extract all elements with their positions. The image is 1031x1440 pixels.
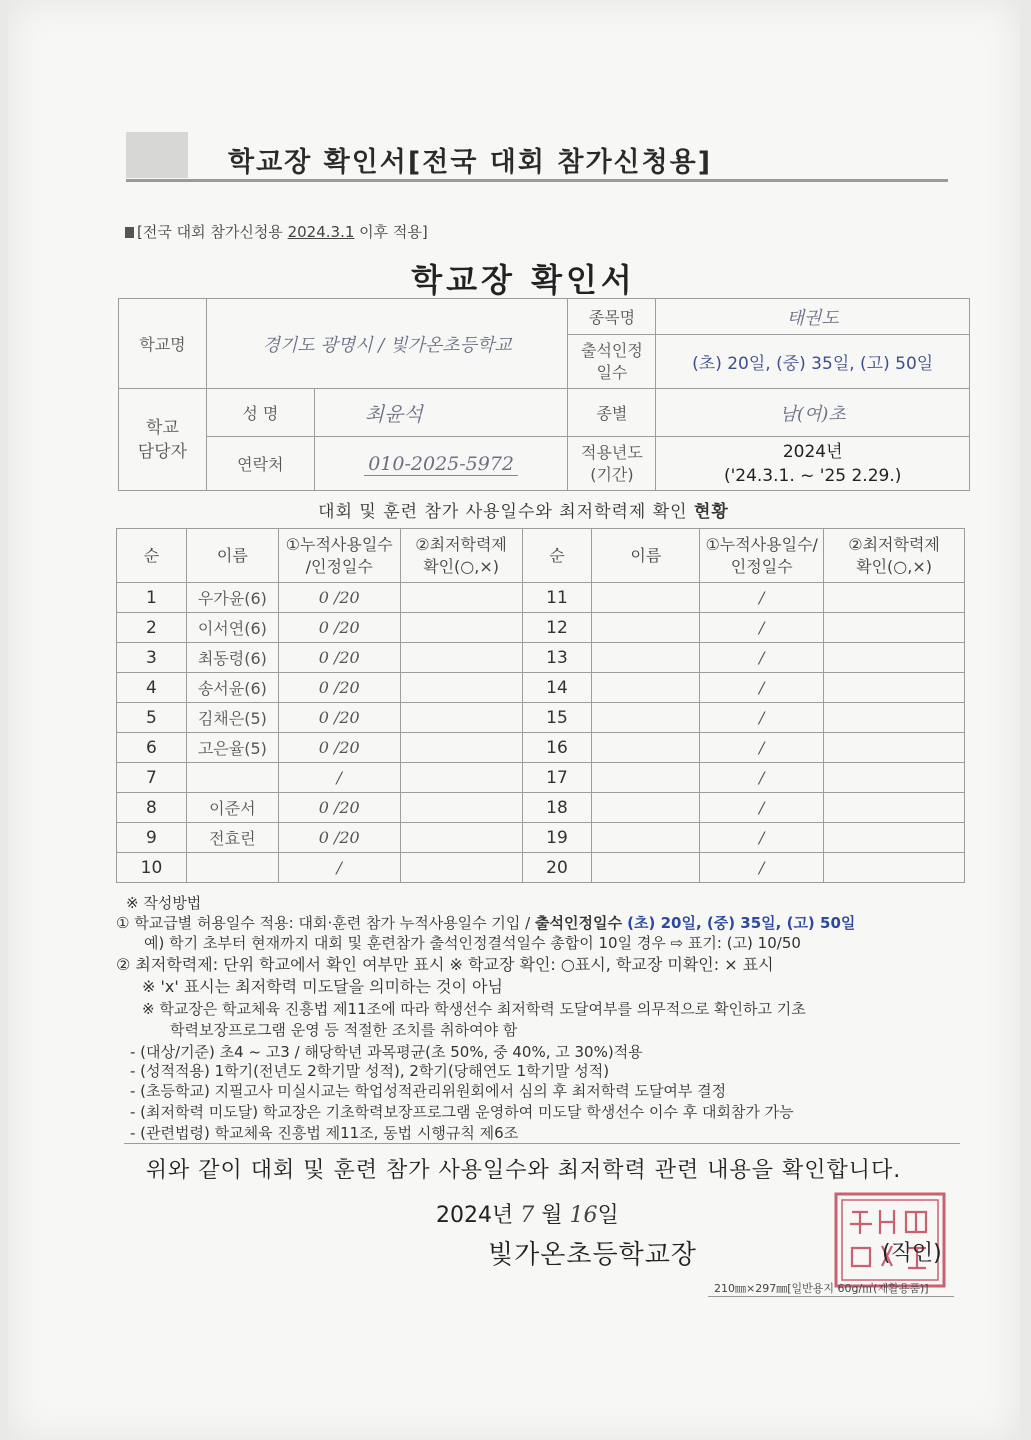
roster-min-check <box>400 853 522 883</box>
roster-name-right <box>592 703 700 733</box>
instruction-line-7: - (대상/기준) 초4 ~ 고3 / 해당학년 과목평균(초 50%, 중 40%, 고 30%)적용 <box>130 1043 643 1061</box>
manager-label: 학교 담당자 <box>119 389 207 491</box>
roster-min-check <box>400 793 522 823</box>
sport-label: 종목명 <box>568 299 656 335</box>
roster-name-right <box>592 823 700 853</box>
instruction-line-3: ② 최저학력제: 단위 학교에서 확인 여부만 표시 ※ 학교장 확인: ○표시, 학교장 미확인: × 표시 <box>116 955 774 974</box>
table-row <box>117 733 965 763</box>
roster-min-check-right <box>824 853 965 883</box>
roster-num: 10 <box>117 853 187 883</box>
applicability-note <box>125 221 428 242</box>
roster-days-right: / <box>700 793 824 823</box>
instruction-line-10: - (최저학력 미도달) 학교장은 기초학력보장프로그램 운영하여 미도달 학생선수 이수 후 대회참가 가능 <box>130 1103 794 1121</box>
roster-name: 전효린 <box>186 823 278 853</box>
roster-num: 4 <box>117 673 187 703</box>
instruction-line-6: 학력보장프로그램 운영 등 적절한 조치를 취하여야 함 <box>170 1021 518 1039</box>
roster-days-right: / <box>700 823 824 853</box>
roster-days-right: / <box>700 853 824 883</box>
roster-name-right <box>592 673 700 703</box>
roster-name: 우가윤(6) <box>186 583 278 613</box>
gender-label: 종별 <box>568 389 656 437</box>
roster-min-check-right <box>824 583 965 613</box>
attendance-label: 출석인정 일수 <box>568 335 656 389</box>
roster-days-right: / <box>700 733 824 763</box>
roster-days: 0 /20 <box>278 613 400 643</box>
col-cumulative-right: ①누적사용일수/ 인정일수 <box>700 529 824 583</box>
roster-days: 0 /20 <box>278 673 400 703</box>
seal-label: (직인) <box>882 1241 942 1266</box>
roster-min-check <box>400 613 522 643</box>
roster-name: 이준서 <box>186 793 278 823</box>
roster-name <box>186 763 278 793</box>
date-month: 7 <box>520 1203 535 1228</box>
school-label: 학교명 <box>119 299 207 389</box>
roster-days: 0 /20 <box>278 823 400 853</box>
roster-num: 1 <box>117 583 187 613</box>
roster-name-right <box>592 733 700 763</box>
roster-days-right: / <box>700 763 824 793</box>
roster-days: 0 /20 <box>278 703 400 733</box>
roster-name: 최동령(6) <box>186 643 278 673</box>
contact-value: 010-2025-5972 <box>314 437 568 491</box>
roster-num-right: 11 <box>522 583 592 613</box>
roster-min-check <box>400 673 522 703</box>
year-label: 적용년도 (기간) <box>568 437 656 491</box>
roster-num: 5 <box>117 703 187 733</box>
roster-num: 2 <box>117 613 187 643</box>
square-bullet-icon <box>125 227 134 238</box>
table-row <box>117 703 965 733</box>
header-gray-box <box>126 132 188 178</box>
section-title: 대회 및 훈련 참가 사용일수와 최저학력제 확인 현황 <box>318 502 729 522</box>
roster-min-check-right <box>824 763 965 793</box>
roster-days-right: / <box>700 613 824 643</box>
document-page <box>8 0 1020 1440</box>
roster-min-check <box>400 643 522 673</box>
date-day: 16 <box>569 1203 598 1228</box>
instructions-heading: ※ 작성방법 <box>126 894 202 912</box>
roster-name: 이서연(6) <box>186 613 278 643</box>
table-row <box>117 613 965 643</box>
table-row <box>117 823 965 853</box>
roster-name-right <box>592 583 700 613</box>
roster-min-check-right <box>824 733 965 763</box>
instruction-line-4: ※ 'x' 표시는 최저학력 미도달을 의미하는 것이 아님 <box>142 977 503 996</box>
roster-num-right: 12 <box>522 613 592 643</box>
roster-days-right: / <box>700 703 824 733</box>
roster-name-right <box>592 793 700 823</box>
roster-num-right: 13 <box>522 643 592 673</box>
roster-days: 0 /20 <box>278 643 400 673</box>
col-min-achievement: ②최저학력제 확인(○,×) <box>400 529 522 583</box>
principal-title: 빛가온초등학교장 <box>488 1240 697 1270</box>
roster-days-right: / <box>700 673 824 703</box>
instruction-line-2: 예) 학기 초부터 현재까지 대회 및 훈련참가 출석인정결석일수 총합이 10일 경우 ⇨ 표기: (고) 10/50 <box>144 934 801 952</box>
roster-num: 6 <box>117 733 187 763</box>
school-value: 경기도 광명시 / 빛가온초등학교 <box>206 299 568 389</box>
col-name-right: 이름 <box>592 529 700 583</box>
info-table <box>118 298 970 491</box>
roster-days: / <box>278 853 400 883</box>
col-name: 이름 <box>186 529 278 583</box>
gender-value: 남(여)초 <box>656 389 970 437</box>
year-value: 2024년 ('24.3.1. ~ '25 2.29.) <box>656 437 970 491</box>
table-row <box>117 793 965 823</box>
roster-days-right: / <box>700 583 824 613</box>
roster-name: 고은율(5) <box>186 733 278 763</box>
table-row <box>117 673 965 703</box>
roster-num: 3 <box>117 643 187 673</box>
roster-min-check-right <box>824 793 965 823</box>
manager-name-value: 최윤석 <box>314 389 568 437</box>
roster-days: 0 /20 <box>278 733 400 763</box>
instructions-rule <box>124 1143 960 1144</box>
instruction-line-1: ① 학교급별 허용일수 적용: 대회·훈련 참가 누적사용일수 기입 / 출석인정일수 (초) 20일, (중) 35일, (고) 50일 <box>116 914 856 932</box>
instruction-line-8: - (성적적용) 1학기(전년도 2학기말 성적), 2학기(당해연도 1학기말 성적) <box>130 1062 610 1080</box>
table-row <box>117 583 965 613</box>
contact-label: 연락처 <box>206 437 314 491</box>
instruction-line-9: - (초등학교) 지필고사 미실시교는 학업성적관리위원회에서 심의 후 최저학력 도달여부 결정 <box>130 1082 727 1100</box>
roster-table <box>116 528 965 883</box>
roster-name-right <box>592 853 700 883</box>
roster-days: 0 /20 <box>278 793 400 823</box>
footer-rule <box>708 1296 954 1297</box>
roster-num-right: 14 <box>522 673 592 703</box>
roster-min-check <box>400 823 522 853</box>
roster-num: 8 <box>117 793 187 823</box>
sport-value: 태권도 <box>656 299 970 335</box>
roster-name <box>186 853 278 883</box>
roster-name: 송서윤(6) <box>186 673 278 703</box>
roster-body <box>117 583 965 883</box>
roster-num-right: 16 <box>522 733 592 763</box>
document-title: 학교장 확인서 <box>411 261 636 299</box>
col-cumulative: ①누적사용일수 /인정일수 <box>278 529 400 583</box>
roster-name-right <box>592 613 700 643</box>
header-rule <box>126 179 948 182</box>
col-num: 순 <box>117 529 187 583</box>
roster-num-right: 17 <box>522 763 592 793</box>
roster-days: 0 /20 <box>278 583 400 613</box>
roster-min-check-right <box>824 613 965 643</box>
signature-date: 2024년 7 월 16일 <box>436 1203 619 1228</box>
confirmation-text: 위와 같이 대회 및 훈련 참가 사용일수와 최저학력 관련 내용을 확인합니다. <box>145 1158 902 1183</box>
note-prefix: [전국 대회 참가신청용 <box>137 223 288 241</box>
instruction-line-11: - (관련법령) 학교체육 진흥법 제11조, 동법 시행규칙 제6조 <box>130 1124 519 1142</box>
roster-num: 7 <box>117 763 187 793</box>
paper-spec-footer: 210㎜×297㎜[일반용지 60g/㎡(재활용품)] <box>714 1282 929 1295</box>
roster-min-check <box>400 763 522 793</box>
roster-min-check-right <box>824 703 965 733</box>
instruction-line-5: ※ 학교장은 학교체육 진흥법 제11조에 따라 학생선수 최저학력 도달여부를 의무적으로 확인하고 기초 <box>142 1000 806 1018</box>
roster-name: 김채은(5) <box>186 703 278 733</box>
table-row <box>117 853 965 883</box>
table-row <box>117 763 965 793</box>
roster-min-check <box>400 583 522 613</box>
roster-name-right <box>592 643 700 673</box>
roster-num-right: 20 <box>522 853 592 883</box>
roster-min-check-right <box>824 823 965 853</box>
roster-num-right: 18 <box>522 793 592 823</box>
roster-num: 9 <box>117 823 187 853</box>
roster-name-right <box>592 763 700 793</box>
roster-days-right: / <box>700 643 824 673</box>
roster-days: / <box>278 763 400 793</box>
roster-num-right: 15 <box>522 703 592 733</box>
roster-num-right: 19 <box>522 823 592 853</box>
roster-min-check-right <box>824 673 965 703</box>
roster-header-row <box>117 529 965 583</box>
col-min-achievement-right: ②최저학력제 확인(○,×) <box>824 529 965 583</box>
roster-min-check-right <box>824 643 965 673</box>
name-label: 성 명 <box>206 389 314 437</box>
col-num-right: 순 <box>522 529 592 583</box>
note-suffix: 이후 적용] <box>354 223 428 241</box>
note-date: 2024.3.1 <box>287 223 355 241</box>
roster-min-check <box>400 703 522 733</box>
roster-min-check <box>400 733 522 763</box>
attendance-value: (초) 20일, (중) 35일, (고) 50일 <box>656 335 970 389</box>
header-title: 학교장 확인서[전국 대회 참가신청용] <box>228 147 713 178</box>
table-row <box>117 643 965 673</box>
